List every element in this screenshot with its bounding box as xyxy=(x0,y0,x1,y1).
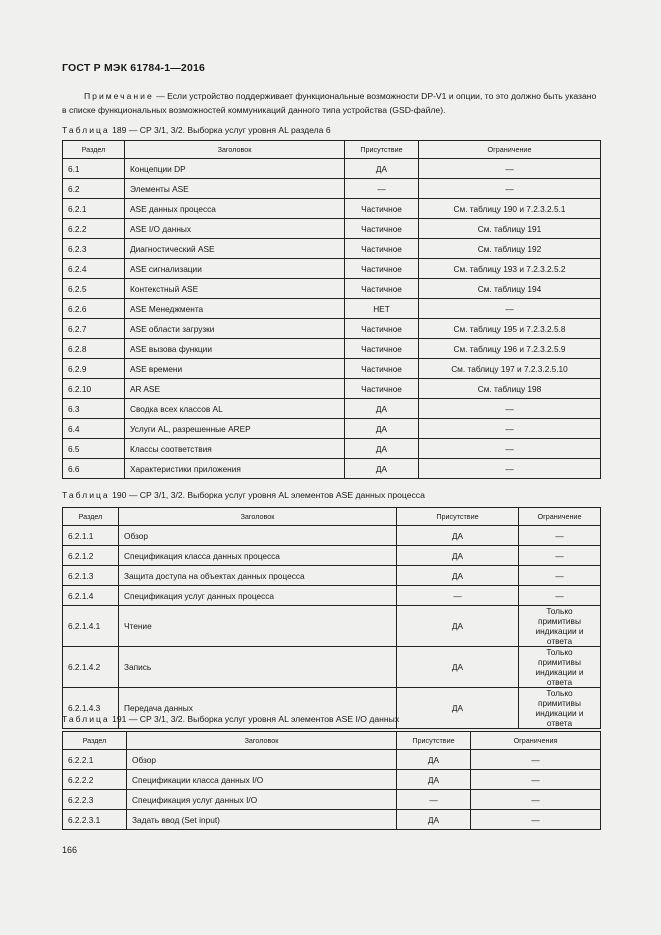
table-row xyxy=(63,239,601,259)
table-row xyxy=(63,359,601,379)
section-cell: 6.2.1.1 xyxy=(63,526,119,546)
title-cell: ASE данных процесса xyxy=(125,199,345,219)
title-cell: Спецификация услуг данных I/O xyxy=(127,790,397,810)
section-cell: 6.2.2.3 xyxy=(63,790,127,810)
section-cell: 6.2.2.2 xyxy=(63,770,127,790)
column-header: Раздел xyxy=(63,732,127,750)
table-row xyxy=(63,399,601,419)
section-cell: 6.2.1.2 xyxy=(63,546,119,566)
presence-cell: ДА xyxy=(397,647,519,688)
section-cell: 6.2.2 xyxy=(63,219,125,239)
presence-cell: Частичное xyxy=(345,259,419,279)
restriction-cell: — xyxy=(471,790,601,810)
section-cell: 6.2.2.3.1 xyxy=(63,810,127,830)
restriction-cell: См. таблицу 190 и 7.2.3.2.5.1 xyxy=(419,199,601,219)
restriction-cell: См. таблицу 195 и 7.2.3.2.5.8 xyxy=(419,319,601,339)
section-cell: 6.3 xyxy=(63,399,125,419)
table-row xyxy=(63,339,601,359)
table-row xyxy=(63,419,601,439)
section-cell: 6.5 xyxy=(63,439,125,459)
table-row xyxy=(63,546,601,566)
restriction-cell: — xyxy=(519,586,601,606)
section-cell: 6.2.2.1 xyxy=(63,750,127,770)
title-cell: Концепции DP xyxy=(125,159,345,179)
title-cell: Контекстный ASE xyxy=(125,279,345,299)
title-cell: Запись xyxy=(119,647,397,688)
restriction-cell: — xyxy=(519,526,601,546)
presence-cell: — xyxy=(397,586,519,606)
title-cell: ASE I/O данных xyxy=(125,219,345,239)
document-header: ГОСТ Р МЭК 61784-1—2016 xyxy=(62,62,206,74)
restriction-cell: — xyxy=(419,399,601,419)
table-row xyxy=(63,770,601,790)
presence-cell: Частичное xyxy=(345,219,419,239)
table-191-caption xyxy=(62,714,399,724)
title-cell: Чтение xyxy=(119,606,397,647)
caption-text: 191 — CP 3/1, 3/2. Выборка услуг уровня AL элементов ASE I/O данных xyxy=(109,714,400,724)
presence-cell: — xyxy=(397,790,471,810)
restriction-cell: См. таблицу 194 xyxy=(419,279,601,299)
column-header: Раздел xyxy=(63,508,119,526)
table-row xyxy=(63,750,601,770)
presence-cell: ДА xyxy=(397,546,519,566)
restriction-cell: — xyxy=(471,750,601,770)
table-row xyxy=(63,439,601,459)
title-cell: Защита доступа на объектах данных процесса xyxy=(119,566,397,586)
title-cell: ASE Менеджмента xyxy=(125,299,345,319)
table-189-caption xyxy=(62,125,331,135)
title-cell: Услуги AL, разрешенные AREP xyxy=(125,419,345,439)
section-cell: 6.2.1.4.1 xyxy=(63,606,119,647)
caption-word: Таблица xyxy=(62,125,110,135)
table-row xyxy=(63,606,601,647)
table-row xyxy=(63,179,601,199)
restriction-cell: См. таблицу 198 xyxy=(419,379,601,399)
presence-cell: НЕТ xyxy=(345,299,419,319)
section-cell: 6.2.4 xyxy=(63,259,125,279)
section-cell: 6.2 xyxy=(63,179,125,199)
title-cell: Элементы ASE xyxy=(125,179,345,199)
column-header: Присутствие xyxy=(397,508,519,526)
section-cell: 6.2.8 xyxy=(63,339,125,359)
column-header: Ограничение xyxy=(519,508,601,526)
section-cell: 6.2.9 xyxy=(63,359,125,379)
restriction-cell: — xyxy=(519,566,601,586)
presence-cell: ДА xyxy=(397,526,519,546)
column-header: Заголовок xyxy=(127,732,397,750)
table-row xyxy=(63,566,601,586)
presence-cell: Частичное xyxy=(345,339,419,359)
title-cell: ASE области загрузки xyxy=(125,319,345,339)
presence-cell: Частичное xyxy=(345,239,419,259)
note-label: Примечание xyxy=(84,91,154,101)
table-row xyxy=(63,526,601,546)
column-header: Раздел xyxy=(63,141,125,159)
title-cell: Спецификация класса данных процесса xyxy=(119,546,397,566)
table-row xyxy=(63,319,601,339)
title-cell: Спецификация услуг данных процесса xyxy=(119,586,397,606)
page-number: 166 xyxy=(62,845,78,855)
restriction-cell: — xyxy=(419,419,601,439)
title-cell: ASE вызова функции xyxy=(125,339,345,359)
presence-cell: ДА xyxy=(345,419,419,439)
section-cell: 6.1 xyxy=(63,159,125,179)
restriction-cell: — xyxy=(471,770,601,790)
presence-cell: — xyxy=(345,179,419,199)
note-text: — Если устройство поддерживает функциональные возможности DP-V1 и опции, то это должно быть указано в списке функциональных возможностей коммуникаций данного типа устройства (GSD-файле). xyxy=(62,91,597,115)
section-cell: 6.2.1.4.2 xyxy=(63,647,119,688)
column-header: Ограничения xyxy=(471,732,601,750)
presence-cell: ДА xyxy=(397,750,471,770)
restriction-cell: Только примитивы индикации и ответа xyxy=(519,647,601,688)
table-row xyxy=(63,279,601,299)
presence-cell: ДА xyxy=(397,566,519,586)
section-cell: 6.2.1.4.3 xyxy=(63,688,119,729)
title-cell: ASE времени xyxy=(125,359,345,379)
table-row xyxy=(63,647,601,688)
table-row xyxy=(63,459,601,479)
title-cell: Обзор xyxy=(127,750,397,770)
title-cell: Передача данных xyxy=(119,688,397,729)
presence-cell: ДА xyxy=(397,688,519,729)
restriction-cell: — xyxy=(419,299,601,319)
table-190-caption xyxy=(62,490,425,500)
title-cell: Спецификации класса данных I/O xyxy=(127,770,397,790)
title-cell: Сводка всех классов AL xyxy=(125,399,345,419)
restriction-cell: — xyxy=(419,159,601,179)
section-cell: 6.2.6 xyxy=(63,299,125,319)
section-cell: 6.2.3 xyxy=(63,239,125,259)
title-cell: ASE сигнализации xyxy=(125,259,345,279)
restriction-cell: — xyxy=(419,459,601,479)
presence-cell: Частичное xyxy=(345,359,419,379)
presence-cell: Частичное xyxy=(345,199,419,219)
presence-cell: ДА xyxy=(345,399,419,419)
column-header: Заголовок xyxy=(119,508,397,526)
title-cell: Задать ввод (Set input) xyxy=(127,810,397,830)
restriction-cell: См. таблицу 196 и 7.2.3.2.5.9 xyxy=(419,339,601,359)
presence-cell: ДА xyxy=(345,459,419,479)
restriction-cell: См. таблицу 193 и 7.2.3.2.5.2 xyxy=(419,259,601,279)
restriction-cell: — xyxy=(471,810,601,830)
restriction-cell: См. таблицу 191 xyxy=(419,219,601,239)
note-paragraph xyxy=(62,90,602,117)
restriction-cell: — xyxy=(519,546,601,566)
table-row xyxy=(63,379,601,399)
title-cell: Диагностический ASE xyxy=(125,239,345,259)
table-row xyxy=(63,199,601,219)
presence-cell: ДА xyxy=(345,439,419,459)
table-row xyxy=(63,219,601,239)
title-cell: Классы соответствия xyxy=(125,439,345,459)
restriction-cell: — xyxy=(419,439,601,459)
section-cell: 6.6 xyxy=(63,459,125,479)
restriction-cell: См. таблицу 192 xyxy=(419,239,601,259)
section-cell: 6.2.5 xyxy=(63,279,125,299)
column-header: Заголовок xyxy=(125,141,345,159)
table-row xyxy=(63,790,601,810)
caption-text: 189 — CP 3/1, 3/2. Выборка услуг уровня AL раздела 6 xyxy=(109,125,331,135)
caption-text: 190 — CP 3/1, 3/2. Выборка услуг уровня AL элементов ASE данных процесса xyxy=(109,490,425,500)
table-189 xyxy=(62,140,601,479)
table-row xyxy=(63,810,601,830)
table-row xyxy=(63,159,601,179)
table-190 xyxy=(62,507,601,729)
title-cell: Обзор xyxy=(119,526,397,546)
restriction-cell: — xyxy=(419,179,601,199)
presence-cell: ДА xyxy=(397,810,471,830)
column-header: Присутствие xyxy=(397,732,471,750)
presence-cell: ДА xyxy=(397,770,471,790)
restriction-cell: Только примитивы индикации и ответа xyxy=(519,688,601,729)
title-cell: AR ASE xyxy=(125,379,345,399)
presence-cell: ДА xyxy=(345,159,419,179)
caption-word: Таблица xyxy=(62,714,110,724)
presence-cell: Частичное xyxy=(345,279,419,299)
table-191 xyxy=(62,731,601,830)
section-cell: 6.2.1 xyxy=(63,199,125,219)
column-header: Ограничение xyxy=(419,141,601,159)
section-cell: 6.2.10 xyxy=(63,379,125,399)
section-cell: 6.2.1.3 xyxy=(63,566,119,586)
section-cell: 6.2.1.4 xyxy=(63,586,119,606)
column-header: Присутствие xyxy=(345,141,419,159)
table-row xyxy=(63,259,601,279)
table-row xyxy=(63,586,601,606)
title-cell: Характеристики приложения xyxy=(125,459,345,479)
table-row xyxy=(63,299,601,319)
section-cell: 6.2.7 xyxy=(63,319,125,339)
restriction-cell: См. таблицу 197 и 7.2.3.2.5.10 xyxy=(419,359,601,379)
presence-cell: ДА xyxy=(397,606,519,647)
caption-word: Таблица xyxy=(62,490,110,500)
section-cell: 6.4 xyxy=(63,419,125,439)
restriction-cell: Только примитивы индикации и ответа xyxy=(519,606,601,647)
presence-cell: Частичное xyxy=(345,379,419,399)
presence-cell: Частичное xyxy=(345,319,419,339)
